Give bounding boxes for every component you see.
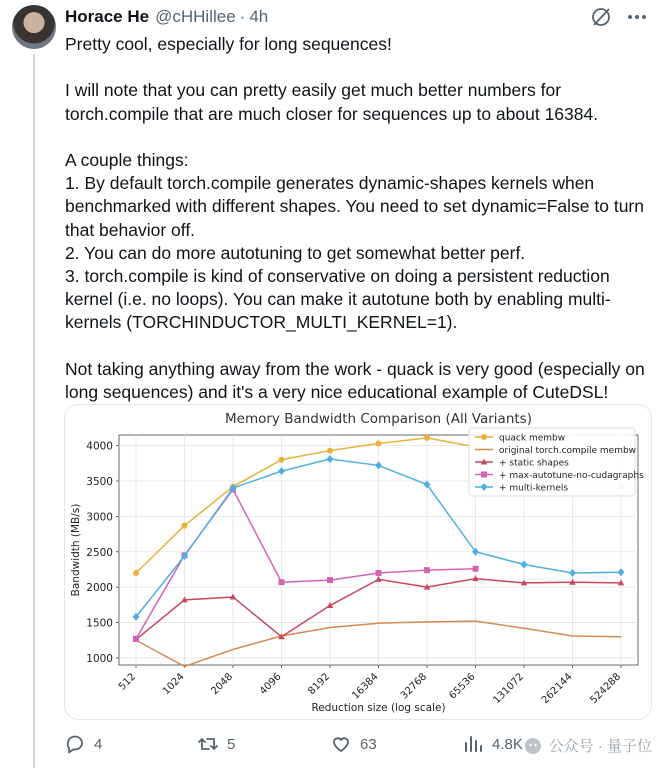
grok-icon[interactable] xyxy=(590,6,612,33)
legend-label: + multi-kernels xyxy=(499,483,569,494)
tweet-text: Pretty cool, especially for long sequences! I will note that you can pretty easily get much better numbers for torch.compile that are much closer for sequences up to about 16384. A couple things: 1. By default torch.compile generates dynamic-shapes kernels when benchmarked with different shapes. You need to set dynamic=False to turn that behavior off. 2. You can do more autotuning to get somewhat better perf. 3. torch.compile is kind of conservative on doing a persistent reduction kernel (i.e. no loops). You can make it autotune both by enabling multi-kernels (TORCHINDUCTOR_MULTI_KERNEL=1). Not taking anything away from the work - quack is very good (especially on long sequences) and it's a very nice educational example of CuteDSL! xyxy=(65,34,645,403)
y-axis-label: Bandwidth (MB/s) xyxy=(70,503,82,597)
x-tick-label: 262144 xyxy=(539,671,575,707)
author-handle[interactable]: @cHHillee xyxy=(155,7,236,26)
x-tick-label: 65536 xyxy=(447,671,478,702)
x-tick-label: 32768 xyxy=(398,671,430,702)
chart-image[interactable] xyxy=(64,404,652,720)
like-button[interactable] xyxy=(330,733,377,755)
retweet-icon xyxy=(197,733,219,755)
like-count: 63 xyxy=(360,735,377,753)
x-tick-label: 4096 xyxy=(257,671,284,698)
y-tick-label: 2000 xyxy=(86,582,113,595)
x-tick-label: 2048 xyxy=(209,671,236,698)
legend-label: + static shapes xyxy=(499,458,569,469)
x-tick-label: 131072 xyxy=(491,671,527,707)
legend-label: + max-autotune-no-cudagraphs xyxy=(499,471,644,481)
y-tick-label: 3000 xyxy=(86,511,113,524)
data-point xyxy=(481,472,487,478)
legend-label: quack membw xyxy=(499,433,566,444)
more-icon[interactable] xyxy=(626,6,648,33)
legend-label: original torch.compile membw xyxy=(499,446,637,456)
view-count: 4.8K xyxy=(492,735,523,753)
data-point xyxy=(481,434,487,440)
avatar[interactable] xyxy=(12,5,56,49)
author-name[interactable]: Horace He xyxy=(65,7,150,26)
data-point xyxy=(182,523,188,529)
y-tick-label: 2500 xyxy=(86,546,113,559)
chart-title: Memory Bandwidth Comparison (All Variants) xyxy=(225,411,532,427)
x-tick-label: 16384 xyxy=(350,671,381,702)
y-tick-label: 1000 xyxy=(86,652,113,665)
data-point xyxy=(424,435,430,441)
header-icons xyxy=(590,6,648,33)
tweet-time[interactable]: 4h xyxy=(249,7,269,26)
retweet-button[interactable] xyxy=(197,733,235,755)
x-tick-label: 512 xyxy=(116,671,139,693)
data-point xyxy=(473,566,479,572)
tweet-header xyxy=(65,6,648,28)
data-point xyxy=(376,440,382,446)
watermark xyxy=(523,735,652,756)
y-tick-label: 4000 xyxy=(86,440,113,453)
x-tick-label: 524288 xyxy=(588,671,624,707)
y-tick-label: 1500 xyxy=(86,617,113,630)
data-point xyxy=(133,570,139,576)
views-icon xyxy=(462,733,484,755)
x-tick-label: 1024 xyxy=(160,671,187,698)
data-point xyxy=(279,457,285,463)
reply-button[interactable] xyxy=(64,733,102,755)
reply-icon xyxy=(64,733,86,755)
data-point xyxy=(376,570,382,576)
data-point xyxy=(327,448,333,454)
data-point xyxy=(133,636,139,642)
watermark-text: 公众号 · 量子位 xyxy=(548,738,652,755)
data-point xyxy=(279,579,285,585)
wechat-icon xyxy=(523,736,543,756)
bandwidth-chart xyxy=(65,405,651,719)
data-point xyxy=(327,577,333,583)
x-tick-label: 8192 xyxy=(306,671,333,698)
y-tick-label: 3500 xyxy=(86,476,113,488)
views-button[interactable] xyxy=(462,733,523,755)
separator-dot: · xyxy=(239,7,246,26)
like-icon xyxy=(330,733,352,755)
data-point xyxy=(424,567,430,573)
reply-count: 4 xyxy=(94,735,103,753)
retweet-count: 5 xyxy=(227,735,236,753)
x-axis-label: Reduction size (log scale) xyxy=(311,702,446,714)
thread-line xyxy=(33,54,35,768)
